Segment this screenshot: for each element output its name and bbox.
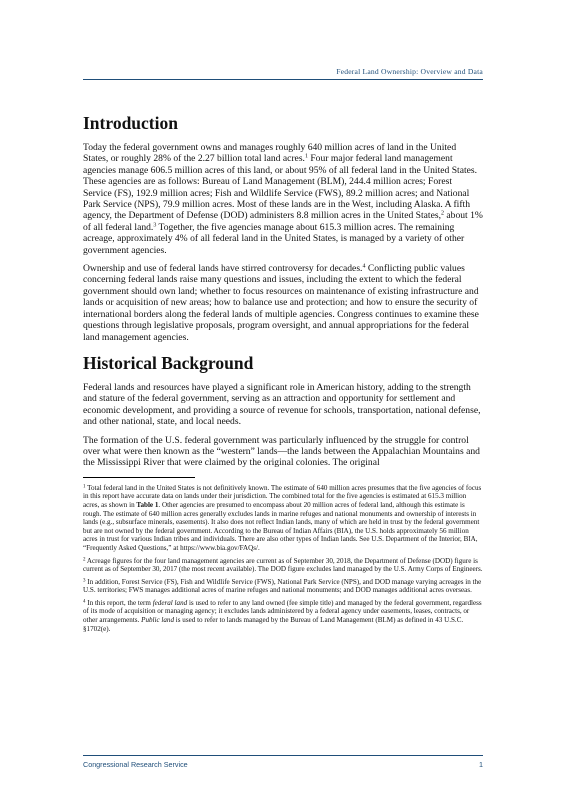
- page-number: 1: [479, 760, 483, 769]
- intro-paragraph-2: [83, 263, 483, 343]
- footnote-divider: [83, 477, 195, 478]
- text: Ownership and use of federal lands have stirred controversy for decades.: [83, 263, 363, 275]
- footnote-number: 2: [83, 557, 86, 562]
- text: In this report, the term: [85, 598, 153, 607]
- footer-rule: [83, 755, 483, 756]
- text: Total federal land in the United States is not definitively known. The estimate of 640 million acres presumes that the five agencies of focus in this report have accurate data on lands under their jurisdiction. The combined total for the five agencies is estimated at 615.3 million acres, as shown in: [83, 483, 482, 509]
- text: is used to refer to lands managed by the Bureau of Land Management (BLM) as defined in 43 U.S.C. §1702(e).: [83, 616, 464, 633]
- document-body: [83, 113, 483, 637]
- text: is used to refer to any land owned (fee simple title) and managed by the federal government, regardless of its mode of acquisition or managing agency; it excludes lands administered by a federal agency under easements, leases, contracts, or other arrangements.: [83, 598, 482, 625]
- text: about 1% of all federal land.: [83, 210, 483, 233]
- table-reference-link[interactable]: Table 1: [136, 500, 159, 509]
- footnote-ref-2[interactable]: 2: [440, 210, 444, 217]
- text: Four major federal land management agencies manage 606.5 million acres of this land, or about 95% of all federal land in the United States. These agencies are as follows: Bureau of Land Management (BLM), 244.4 million acres; Forest Service (FS), 192.9 million acres; Fish and Wildlife Service (FWS), 89.2 million acres; and National Park Service (NPS), 79.9 million acres. Most of these lands are in the West, including Alaska. A fifth agency, the Department of Defense (DOD) administers 8.8 million acres in the United States,: [83, 153, 478, 222]
- footnote-ref-1[interactable]: 1: [304, 153, 308, 160]
- footer-organization: Congressional Research Service: [83, 760, 188, 769]
- text: . Other agencies are presumed to encompass about 20 million acres of federal land, although this estimate is rough. The estimate of 640 million acres generally excludes lands in marine refuges and national monuments and ownership of interests in lands (e.g., subsurface minerals, easements). It also does not reflect Indian lands, many of which are held in trust by the federal government but are not owned by the federal government. According to the Bureau of Indian Affairs (BIA), the U.S. holds approximately 56 million acres in trust for various Indian tribes and individuals. There are also other types of Indian lands. See U.S. Department of the Interior, BIA, “Frequently Asked Questions,” at https://www.bia.gov/FAQs/.: [83, 500, 480, 552]
- heading-introduction: Introduction: [83, 113, 178, 133]
- footnote-number: 3: [83, 578, 86, 584]
- footnote-ref-4[interactable]: 4: [362, 263, 366, 270]
- history-paragraph-2: The formation of the U.S. federal government was particularly influenced by the struggle for control over what were then known as the “western” lands—the lands between the Appalachian Mountains and the Mississippi River that were claimed by the original colonies. The original: [83, 434, 480, 469]
- term-public-land: Public land: [141, 616, 175, 625]
- running-header: Federal Land Ownership: Overview and Data: [336, 67, 483, 76]
- text: Acreage figures for the four land management agencies are current as of September 30, 2018, the Department of Defense (DOD) figure is current as of September 30, 2017 (the most recent available). The DOD figure excludes land managed by the U.S. Army Corps of Engineers.: [83, 556, 483, 574]
- footnote-3: [83, 578, 483, 595]
- text: Together, the five agencies manage about 615.3 million acres. The remaining acreage, approximately 4% of all federal land in the United States, is managed by a variety of other government agencies.: [83, 221, 465, 256]
- history-paragraph-1: Federal lands and resources have played a significant role in American history, adding to the strength and stature of the federal government, serving as an attraction and opportunity for settlement and economic development, and providing a source of revenue for schools, transportation, national defense, and other national, state, and local needs.: [83, 381, 481, 428]
- heading-historical-background: Historical Background: [83, 352, 254, 373]
- footnote-1: [83, 484, 483, 553]
- term-federal-land: federal land: [152, 598, 188, 607]
- footnote-number: 4: [83, 599, 86, 605]
- footnote-2: [83, 557, 483, 574]
- text: Conflicting public values concerning federal lands raise many questions and issues, including the extent to which the federal government should own land; whether to focus resources on maintenance of existing infrastructure and lands or acquisition of new areas; how to balance use and protection; and how to ensure the security of international borders along the federal lands of multiple agencies. Congress continues to examine these questions through legislative proposals, program oversight, and annual appropriations for the federal land management agencies.: [83, 263, 479, 343]
- text: Today the federal government owns and manages roughly 640 million acres of land in the United States, or roughly 28% of the 2.27 billion total land acres.: [83, 142, 457, 165]
- header-rule: [83, 79, 483, 80]
- footnote-4: [83, 599, 483, 633]
- text: In addition, Forest Service (FS), Fish and Wildlife Service (FWS), National Park Service (NPS), and DOD manage varying acreages in the U.S. territories; FWS manages additional acres of marine refuges and national monuments; and DOD manages additional acres overseas.: [83, 577, 482, 595]
- footnote-ref-3[interactable]: 3: [153, 222, 157, 229]
- intro-paragraph-1: [83, 142, 483, 256]
- footnote-number: 1: [83, 484, 86, 490]
